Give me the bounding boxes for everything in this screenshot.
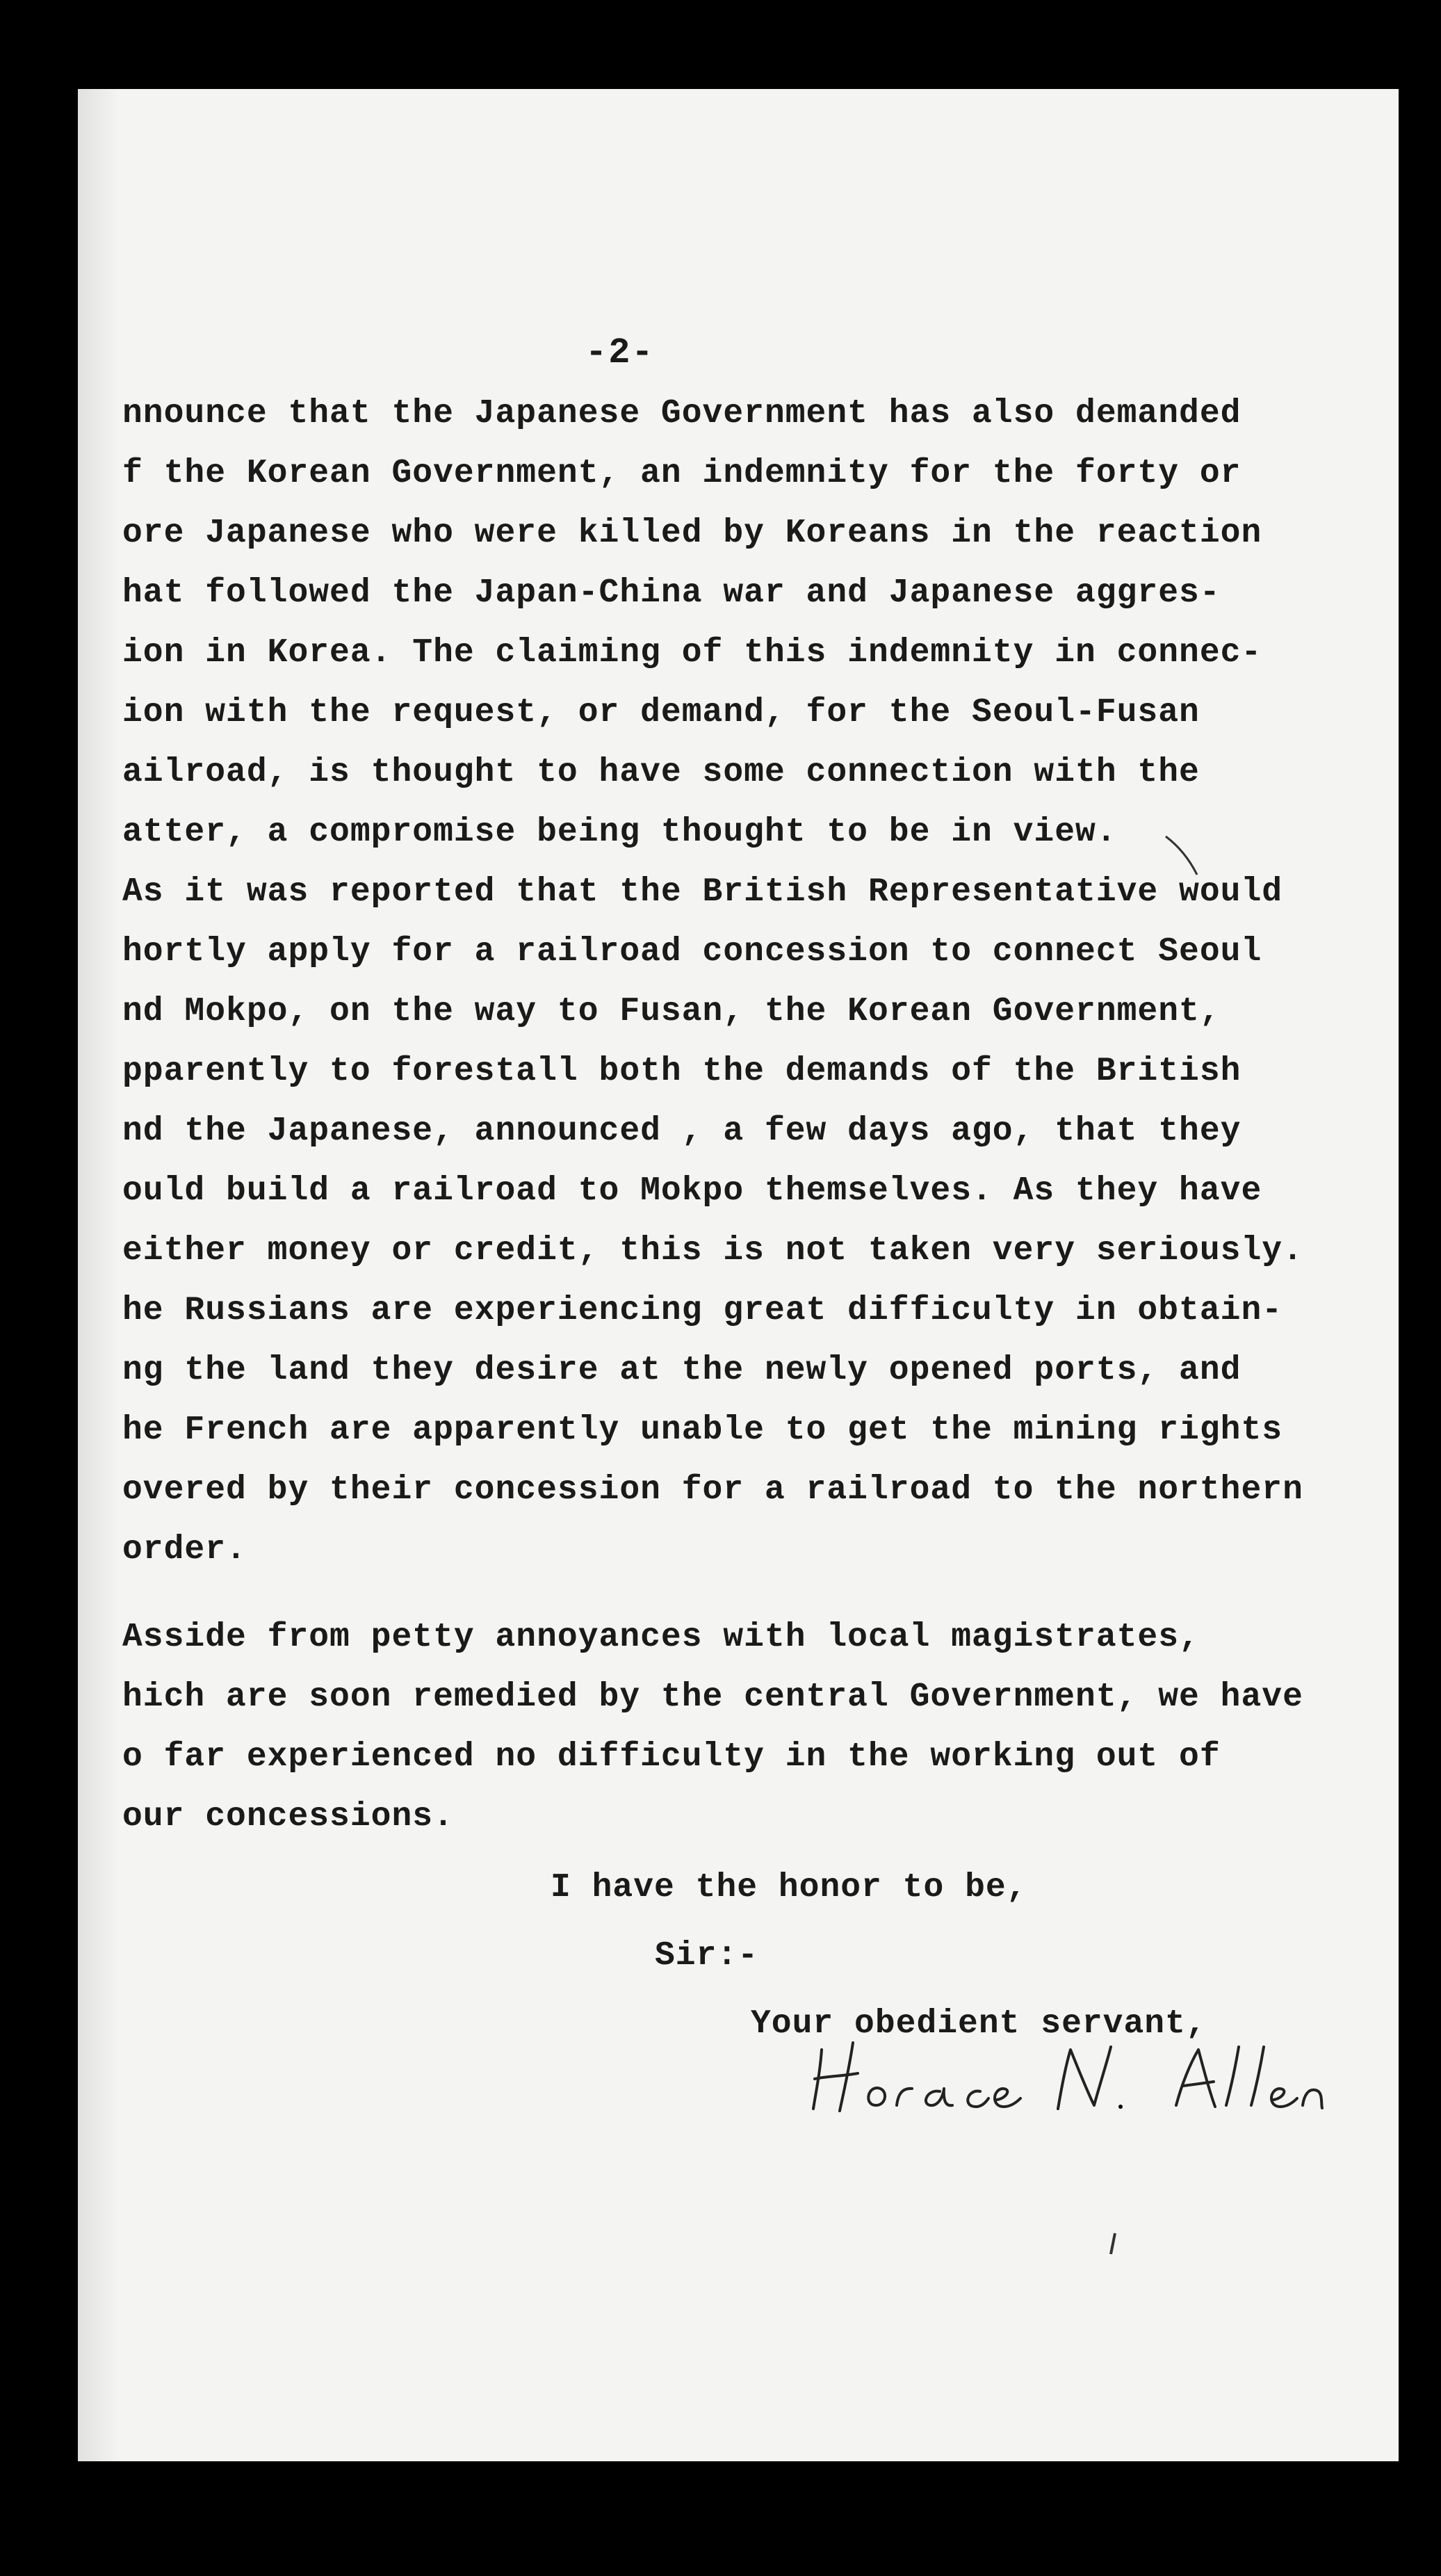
body-line: ion in Korea. The claiming of this indemnity in connec- — [122, 634, 1262, 672]
closing-honor-line: I have the honor to be, — [551, 1869, 1027, 1906]
signature-glyphs — [801, 2022, 1343, 2119]
body-line: o far experienced no difficulty in the working out of — [122, 1738, 1221, 1776]
body-line: hat followed the Japan-China war and Japanese aggres- — [122, 574, 1221, 612]
stray-mark — [1162, 833, 1204, 882]
body-line: nd Mokpo, on the way to Fusan, the Korean Government, — [122, 993, 1221, 1030]
body-line: Asside from petty annoyances with local magistrates, — [122, 1619, 1200, 1656]
body-line: hich are soon remedied by the central Government, we have — [122, 1678, 1303, 1716]
body-line: pparently to forestall both the demands of the British — [122, 1053, 1241, 1090]
closing-servant-line: Your obedient servant, — [751, 2005, 1207, 2043]
body-line: f the Korean Government, an indemnity for the forty or — [122, 455, 1241, 492]
handwritten-signature — [801, 2022, 1343, 2119]
body-line: ore Japanese who were killed by Koreans in the reaction — [122, 515, 1262, 552]
body-line: nnounce that the Japanese Government has also demanded — [122, 395, 1241, 432]
body-line: he Russians are experiencing great difficulty in obtain- — [122, 1292, 1283, 1329]
body-line: ailroad, is thought to have some connection with the — [122, 754, 1200, 791]
body-line: overed by their concession for a railroad to the northern — [122, 1471, 1303, 1509]
closing-salutation: Sir:- — [655, 1937, 759, 1975]
body-line: As it was reported that the British Representative would — [122, 873, 1283, 911]
body-line: order. — [122, 1531, 247, 1569]
body-line: ould build a railroad to Mokpo themselves. As they have — [122, 1172, 1262, 1210]
stray-mark — [1107, 2230, 1121, 2258]
body-line: nd the Japanese, announced , a few days ago, that they — [122, 1112, 1241, 1150]
body-line: atter, a compromise being thought to be in view. — [122, 813, 1117, 851]
body-line: ng the land they desire at the newly opened ports, and — [122, 1352, 1241, 1389]
document-page — [78, 89, 1399, 2461]
body-line: he French are apparently unable to get the mining rights — [122, 1411, 1283, 1449]
body-line: hortly apply for a railroad concession to connect Seoul — [122, 933, 1262, 971]
body-line: our concessions. — [122, 1798, 454, 1836]
body-line: ion with the request, or demand, for the Seoul-Fusan — [122, 694, 1200, 731]
page-number: -2- — [585, 332, 655, 373]
body-line: either money or credit, this is not taken very seriously. — [122, 1232, 1303, 1270]
